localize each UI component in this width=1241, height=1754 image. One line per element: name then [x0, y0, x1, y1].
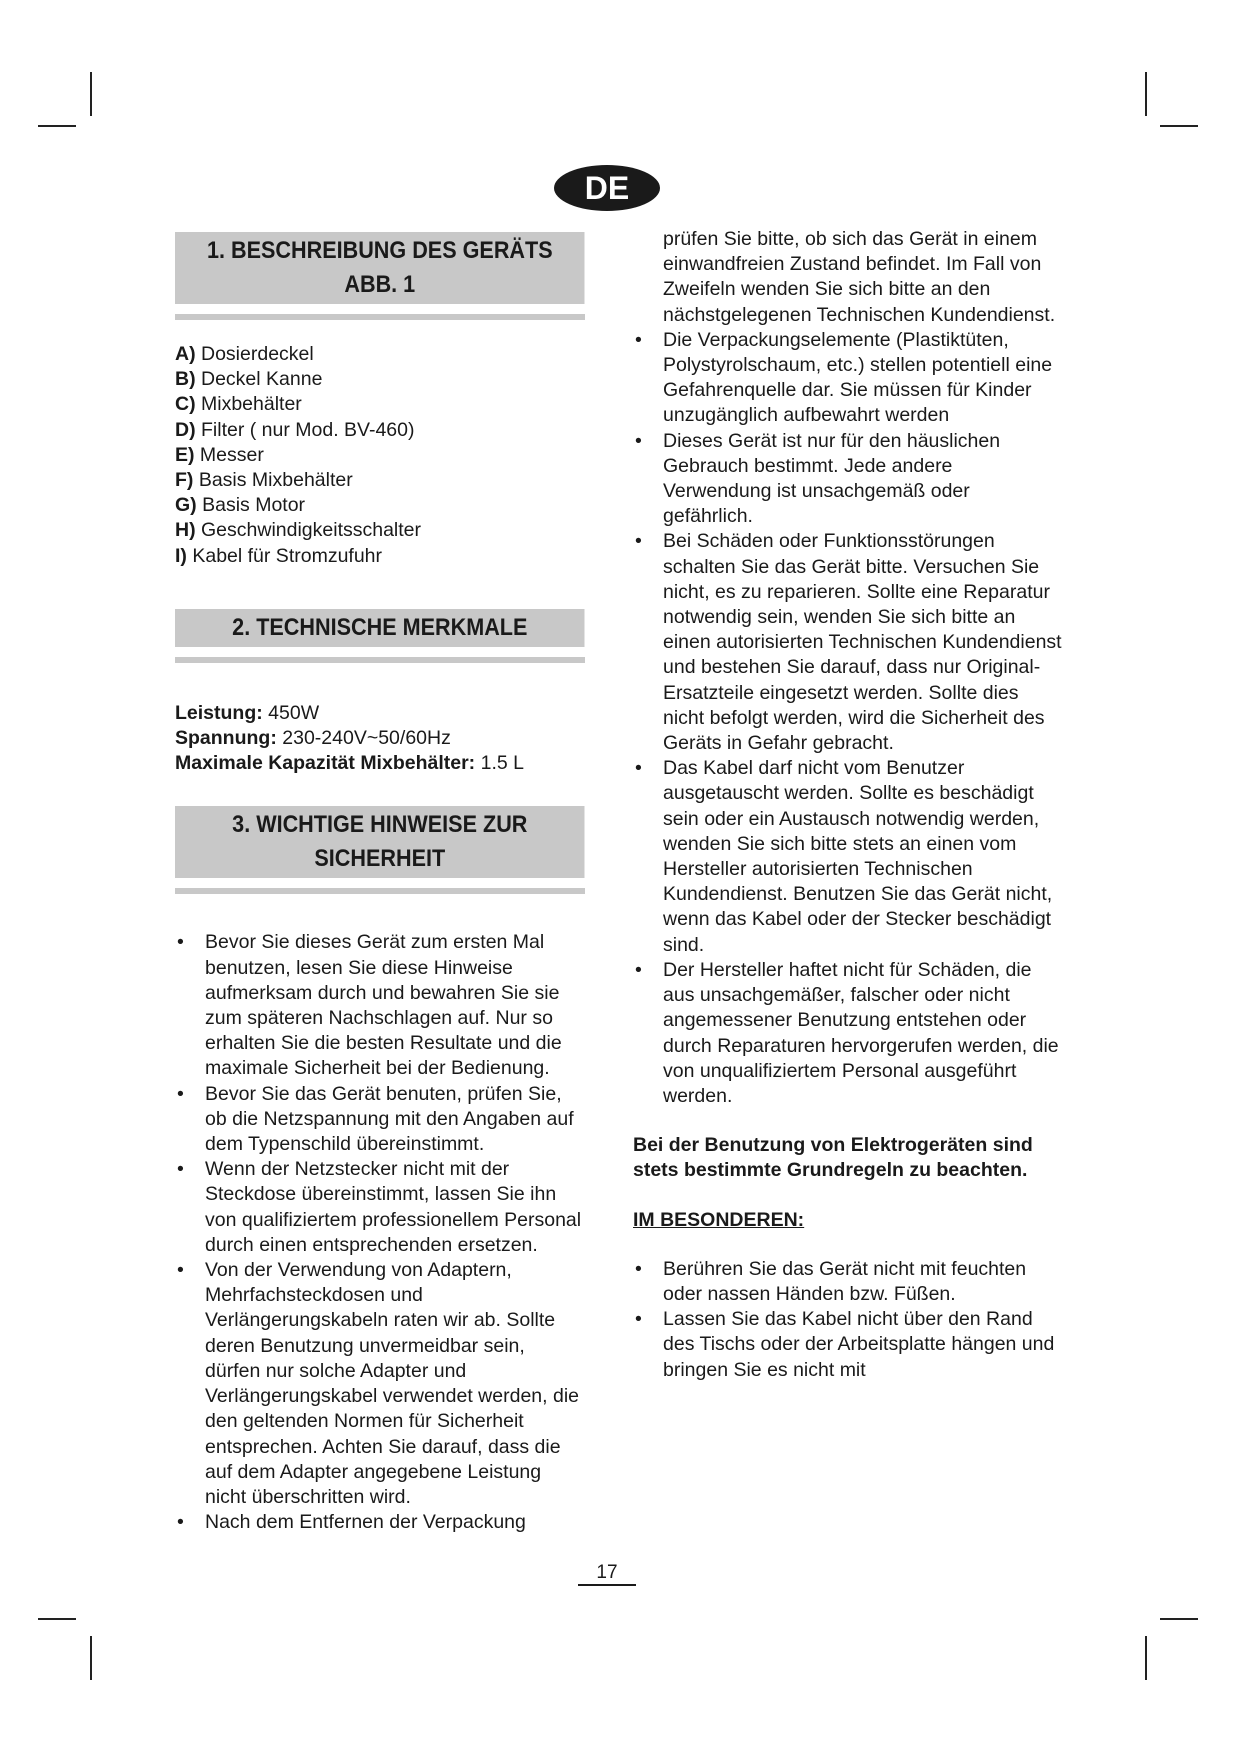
- safety-list-right: [633, 328, 1063, 1109]
- special-heading: IM BESONDEREN:: [633, 1208, 805, 1231]
- safety-item: • Bevor Sie dieses Gerät zum ersten Mal benutzen, lesen Sie diese Hinweise aufmerksam durch und bewahren Sie sie zum späteren Nachschlagen auf. Nur so erhalten Sie die besten Resultate und die maximale Sicherheit bei der Bedienung.: [175, 930, 585, 1081]
- safety-item: • Bei Schäden oder Funktionsstörungen schalten Sie das Gerät bitte. Versuchen Sie nicht, es zu reparieren. Sollte eine Reparatur notwendig sein, wenden Sie sich bitte an einen autorisierten Technischen Kundendienst und bestehen Sie darauf, dass nur Original-Ersatzteile eingesetzt werden. Sollte dies nicht befolgt werden, wird die Sicherheit des Geräts in Gefahr gebracht.: [633, 529, 1063, 756]
- safety-item: • Das Kabel darf nicht vom Benutzer ausgetauscht werden. Sollte es beschädigt sein oder ein Austausch notwendig werden, wenden Sie sich bitte stets an einen vom Hersteller autorisierten Technischen Kundendienst. Benutzen Sie das Gerät nicht, wenn das Kabel oder der Stecker beschädigt sind.: [633, 756, 1063, 958]
- crop-mark: [1160, 125, 1198, 127]
- spec-power: Leistung: 450W: [175, 701, 320, 724]
- spec-capacity: Maximale Kapazität Mixbehälter: 1.5 L: [175, 752, 524, 775]
- part-item: I) Kabel für Stromzufuhr: [175, 544, 383, 567]
- safety-item: • Der Hersteller haftet nicht für Schäden, die aus unsachgemäßer, falscher oder nicht angemessener Benutzung entstehen oder durch Reparaturen hervorgerufen werden, die von unqualifiziertem Personal ausgeführt werden.: [633, 958, 1063, 1109]
- safety-continuation: prüfen Sie bitte, ob sich das Gerät in einem einwandfreien Zustand befindet. Im Fall von Zweifeln wenden Sie sich bitte an den nächstgelegenen Technischen Kundendienst.: [663, 228, 1056, 326]
- part-item: H) Geschwindigkeitsschalter: [175, 519, 422, 542]
- safety-item: • Von der Verwendung von Adaptern, Mehrfachsteckdosen und Verlängerungskabeln raten wir ab. Sollte deren Benutzung unvermeidbar sein, dürfen nur solche Adapter und Verlängerungskabel verwendet werden, die den geltenden Normen für Sicherheit entsprechen. Achten Sie darauf, dass die auf dem Adapter angegebene Leistung nicht überschritten wird.: [175, 1258, 585, 1510]
- section1-rule: [175, 314, 585, 320]
- parts-list: [175, 342, 585, 569]
- special-item: • Berühren Sie das Gerät nicht mit feuchten oder nassen Händen bzw. Füßen.: [633, 1257, 1063, 1307]
- crop-mark: [1160, 1618, 1198, 1620]
- part-item: E) Messer: [175, 443, 264, 466]
- crop-mark: [90, 1636, 92, 1680]
- crop-mark: [90, 72, 92, 116]
- crop-mark: [38, 1618, 76, 1620]
- part-item: F) Basis Mixbehälter: [175, 469, 353, 492]
- section3-heading: 3. WICHTIGE HINWEISE ZUR SICHERHEIT: [175, 806, 585, 878]
- language-badge: DE: [554, 165, 660, 211]
- general-rules-note: Bei der Benutzung von Elektrogeräten sind stets bestimmte Grundregeln zu beachten.: [633, 1134, 1033, 1182]
- safety-item: • Die Verpackungselemente (Plastiktüten, Polystyrolschaum, etc.) stellen potentiell eine Gefahrenquelle dar. Sie müssen für Kinder unzugänglich aufbewahrt werden: [633, 328, 1063, 429]
- specs-list: [175, 701, 585, 777]
- left-column: [175, 232, 585, 1535]
- special-list: [633, 1257, 1063, 1383]
- part-item: G) Basis Motor: [175, 494, 306, 517]
- section1-heading: 1. BESCHREIBUNG DES GERÄTS ABB. 1: [175, 232, 585, 304]
- right-column: [633, 227, 1063, 1383]
- safety-item: • Wenn der Netzstecker nicht mit der Steckdose übereinstimmt, lassen Sie ihn von qualifiziertem professionellem Personal durch einen entsprechenden ersetzen.: [175, 1157, 585, 1258]
- crop-mark: [38, 125, 76, 127]
- part-item: A) Dosierdeckel: [175, 343, 314, 365]
- part-item: D) Filter ( nur Mod. BV-460): [175, 418, 415, 441]
- spec-voltage: Spannung: 230-240V~50/60Hz: [175, 727, 451, 750]
- part-item: B) Deckel Kanne: [175, 368, 323, 391]
- crop-mark: [1145, 72, 1147, 116]
- safety-item: • Nach dem Entfernen der Verpackung: [175, 1510, 585, 1535]
- page-number: 17: [578, 1562, 636, 1586]
- part-item: C) Mixbehälter: [175, 393, 302, 416]
- section3-rule: [175, 888, 585, 894]
- section2-heading: 2. TECHNISCHE MERKMALE: [175, 609, 585, 647]
- safety-item: • Bevor Sie das Gerät benuten, prüfen Sie, ob die Netzspannung mit den Angaben auf dem Typenschild übereinstimmt.: [175, 1082, 585, 1158]
- special-item: • Lassen Sie das Kabel nicht über den Rand des Tischs oder der Arbeitsplatte hängen und bringen Sie es nicht mit: [633, 1307, 1063, 1383]
- safety-item: • Dieses Gerät ist nur für den häuslichen Gebrauch bestimmt. Jede andere Verwendung ist unsachgemäß oder gefährlich.: [633, 429, 1063, 530]
- crop-mark: [1145, 1636, 1147, 1680]
- section2-rule: [175, 657, 585, 663]
- safety-list-left: [175, 930, 585, 1535]
